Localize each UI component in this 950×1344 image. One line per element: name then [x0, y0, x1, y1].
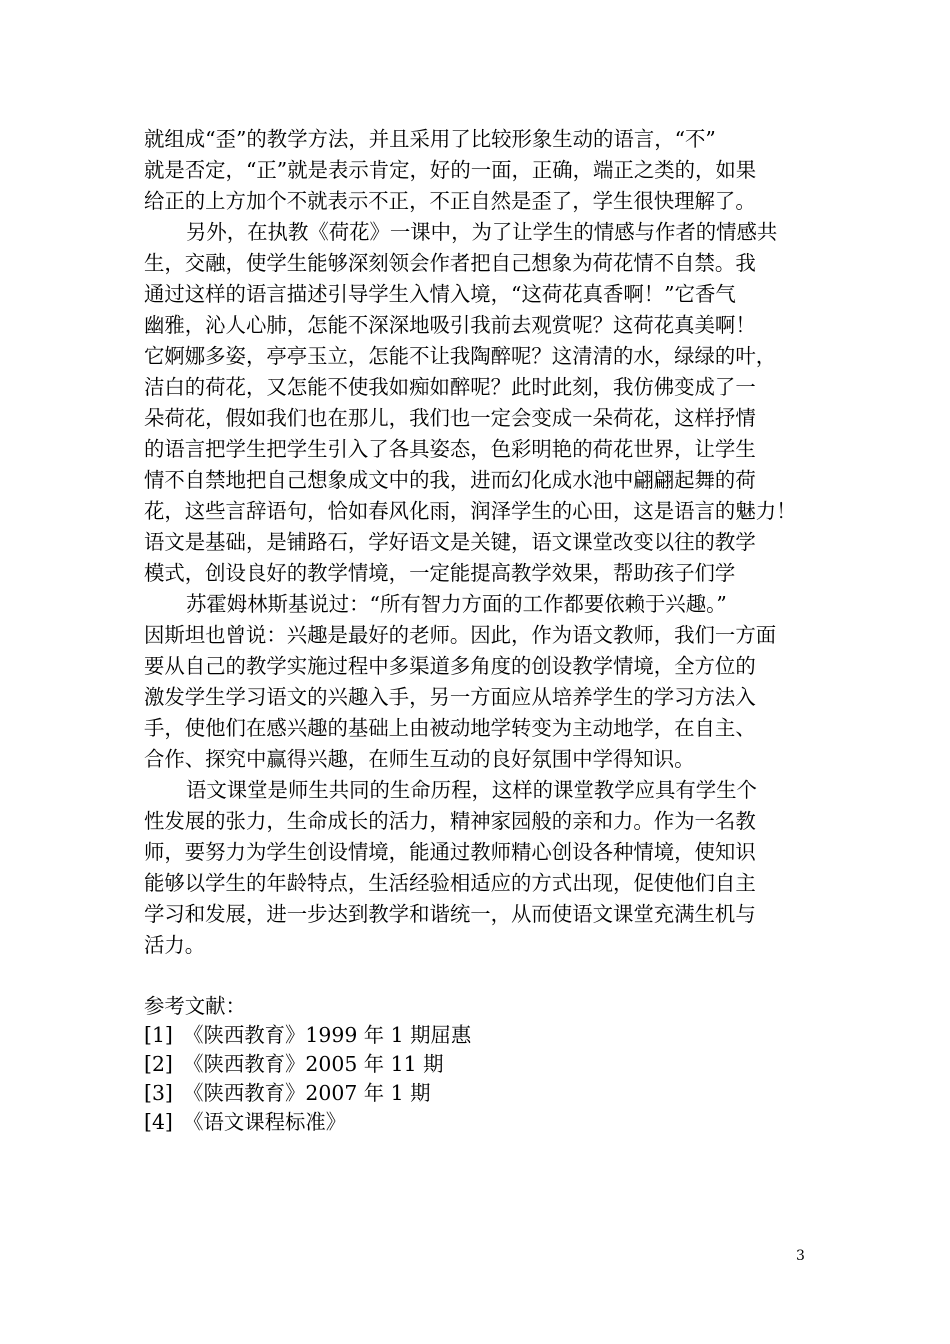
text-line: 给正的上方加个不就表示不正，不正自然是歪了，学生很快理解了。: [144, 189, 756, 213]
references-section: [144, 992, 814, 1137]
text-line: 语文课堂是师生共同的生命历程，这样的课堂教学应具有学生个: [186, 778, 757, 802]
text-line: 另外，在执教《荷花》一课中，为了让学生的情感与作者的情感共: [186, 220, 778, 244]
paragraph-conclusion: [144, 775, 814, 961]
body-text: [144, 124, 814, 1137]
references-heading: 参考文献：: [144, 994, 246, 1018]
text-line: 学习和发展，进一步达到教学和谐统一，从而使语文课堂充满生机与: [144, 902, 756, 926]
text-line: 合作、探究中赢得兴趣，在师生互动的良好氛围中学得知识。: [144, 747, 695, 771]
page-number: 3: [796, 1248, 805, 1264]
text-line: 因斯坦也曾说：兴趣是最好的老师。因此，作为语文教师，我们一方面: [144, 623, 777, 647]
text-line: 活力。: [144, 933, 206, 957]
reference-item: [3] 《陕西教育》2007 年 1 期: [144, 1081, 431, 1105]
text-line: 幽雅，沁人心肺，怎能不深深地吸引我前去观赏呢？这荷花真美啊！: [144, 313, 756, 337]
text-line: 情不自禁地把自己想象成文中的我，进而幻化成水池中翩翩起舞的荷: [144, 468, 756, 492]
text-line: 苏霍姆林斯基说过：“所有智力方面的工作都要依赖于兴趣。”: [186, 592, 727, 616]
text-line: 通过这样的语言描述引导学生入情入境，“这荷花真香啊！”它香气: [144, 282, 736, 306]
text-line: 花，这些言辞语句，恰如春风化雨，润泽学生的心田，这是语言的魅力！: [144, 499, 797, 523]
text-line: 朵荷花，假如我们也在那儿，我们也一定会变成一朵荷花，这样抒情: [144, 406, 756, 430]
text-line: 语文是基础，是铺路石，学好语文是关键，语文课堂改变以往的教学: [144, 530, 756, 554]
blank-line: [144, 961, 814, 992]
reference-item: [1] 《陕西教育》1999 年 1 期屈惠: [144, 1023, 472, 1047]
text-line: 能够以学生的年龄特点，生活经验相适应的方式出现，促使他们自主: [144, 871, 756, 895]
text-line: 生，交融，使学生能够深刻领会作者把自己想象为荷花情不自禁。我: [144, 251, 756, 275]
text-line: 洁白的荷花，又怎能不使我如痴如醉呢？此时此刻，我仿佛变成了一: [144, 375, 756, 399]
text-line: 性发展的张力，生命成长的活力，精神家园般的亲和力。作为一名教: [144, 809, 756, 833]
text-line: 就是否定，“正”就是表示肯定，好的一面，正确，端正之类的，如果: [144, 158, 757, 182]
text-line: 就组成“歪”的教学方法，并且采用了比较形象生动的语言，“不”: [144, 127, 716, 151]
text-line: 它婀娜多姿，亭亭玉立，怎能不让我陶醉呢？这清清的水，绿绿的叶，: [144, 344, 777, 368]
text-line: 激发学生学习语文的兴趣入手，另一方面应从培养学生的学习方法入: [144, 685, 756, 709]
reference-item: [2] 《陕西教育》2005 年 11 期: [144, 1052, 444, 1076]
text-line: 模式，创设良好的教学情境，一定能提高教学效果，帮助孩子们学: [144, 561, 736, 585]
text-line: 师，要努力为学生创设情境，能通过教师精心创设各种情境，使知识: [144, 840, 756, 864]
text-line: 手，使他们在感兴趣的基础上由被动地学转变为主动地学，在自主、: [144, 716, 756, 740]
paragraph-lotus-lesson: [144, 217, 814, 589]
reference-item: [4] 《语文课程标准》: [144, 1110, 347, 1134]
text-line: 要从自己的教学实施过程中多渠道多角度的创设教学情境，全方位的: [144, 654, 756, 678]
paragraph-interest: [144, 589, 814, 775]
paragraph-continuation: [144, 124, 814, 217]
text-line: 的语言把学生把学生引入了各具姿态，色彩明艳的荷花世界，让学生: [144, 437, 756, 461]
